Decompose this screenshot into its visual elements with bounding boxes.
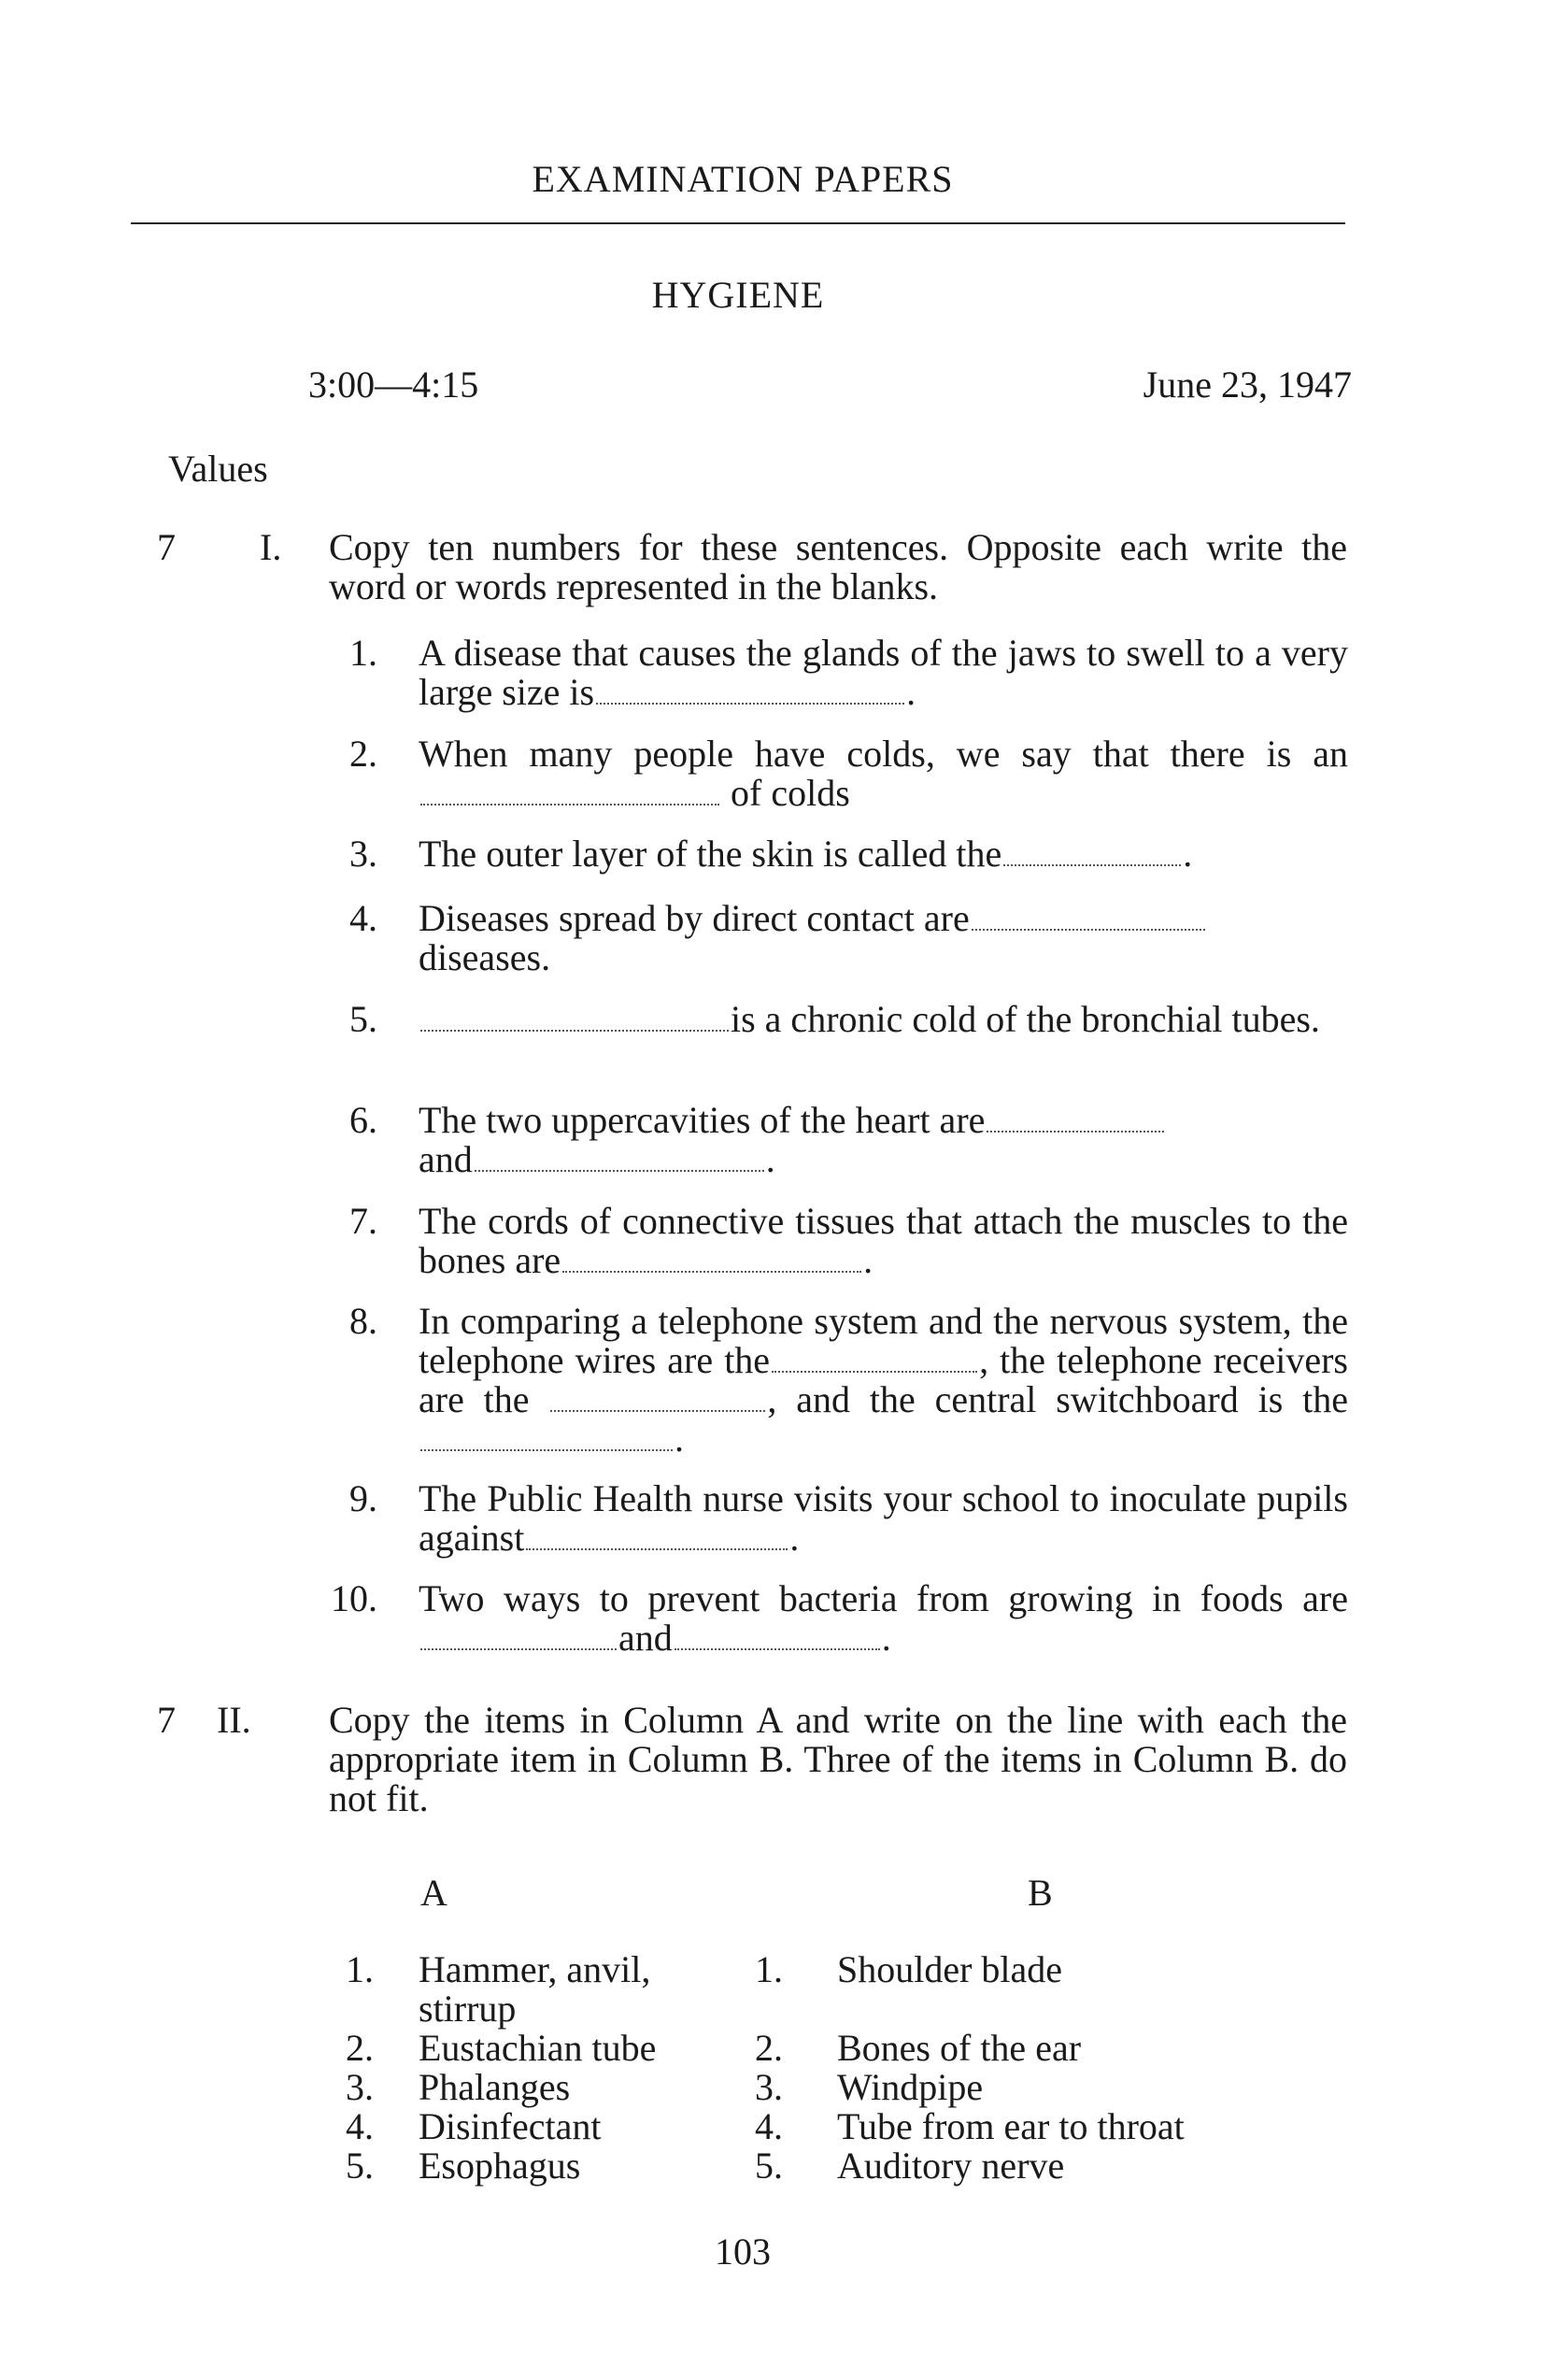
column-a-number: 4. <box>346 2105 374 2147</box>
column-b-number: 1. <box>755 1948 783 1990</box>
question-number: 4. <box>349 897 377 939</box>
column-b-number: 5. <box>755 2145 783 2187</box>
part1-instruction: Copy ten numbers for these sentences. Opposite each write the word or words represented in the blanks. <box>329 526 1347 607</box>
question-number: 10. <box>331 1577 377 1619</box>
question-text: Diseases spread by direct contact are diseases. <box>419 899 1348 977</box>
column-a-item: Esophagus <box>419 2145 581 2187</box>
question-number: 7. <box>349 1200 377 1242</box>
part1-value: 7 <box>157 526 176 568</box>
exam-subject: HYGIENE <box>651 274 825 316</box>
page-number: 103 <box>715 2230 771 2273</box>
column-b-item: Tube from ear to throat <box>837 2105 1185 2147</box>
column-a-number: 5. <box>346 2145 374 2187</box>
part1-roman: I. <box>260 526 282 568</box>
question-text: When many people have colds, we say that there is an of colds <box>419 733 1348 814</box>
column-a-item: Phalanges <box>419 2066 571 2108</box>
exam-date: June 23, 1947 <box>1143 363 1352 406</box>
question-text: The outer layer of the skin is called the . <box>419 833 1193 875</box>
values-label: Values <box>168 448 268 490</box>
running-title: EXAMINATION PAPERS <box>532 158 954 200</box>
header-rule <box>131 222 1345 224</box>
exam-time: 3:00—4:15 <box>308 363 479 406</box>
column-a-header: A <box>420 1872 447 1914</box>
question-number: 9. <box>349 1477 377 1519</box>
column-a-item: Hammer, anvil, stirrup <box>419 1948 651 2030</box>
column-b-number: 2. <box>755 2027 783 2069</box>
column-a-number: 1. <box>346 1948 374 1990</box>
question-number: 8. <box>349 1300 377 1342</box>
question-number: 1. <box>349 632 377 674</box>
column-a-item: Disinfectant <box>419 2105 602 2147</box>
column-b-item: Bones of the ear <box>837 2027 1082 2069</box>
question-text: The Public Health nurse visits your school to inoculate pupils against . <box>419 1477 1348 1559</box>
column-b-number: 3. <box>755 2066 783 2108</box>
column-b-item: Shoulder blade <box>837 1948 1063 1990</box>
column-b-number: 4. <box>755 2105 783 2147</box>
question-text: The cords of connective tissues that attach the muscles to the bones are . <box>419 1200 1348 1281</box>
question-text: A disease that causes the glands of the jaws to swell to a very large size is . <box>419 632 1348 713</box>
column-a-number: 3. <box>346 2066 374 2108</box>
column-a-item: Eustachian tube <box>419 2027 657 2069</box>
question-text: Two ways to prevent bacteria from growing in foods areand . <box>419 1577 1348 1659</box>
question-number: 2. <box>349 733 377 775</box>
question-text: The two uppercavities of the heart are and . <box>419 1101 1348 1179</box>
question-text: is a chronic cold of the bronchial tubes. <box>419 1000 1348 1039</box>
column-b-item: Windpipe <box>837 2066 984 2108</box>
part2-instruction: Copy the items in Column A and write on the line with each the appropriate item in Column B. Three of the items in Column B. do not fit. <box>329 1699 1347 1819</box>
column-a-number: 2. <box>346 2027 374 2069</box>
question-number: 6. <box>349 1099 377 1141</box>
question-number: 5. <box>349 998 377 1040</box>
part2-value: 7 <box>157 1699 176 1741</box>
question-number: 3. <box>349 833 377 875</box>
part2-roman: II. <box>217 1699 251 1741</box>
column-b-header: B <box>1028 1872 1053 1914</box>
column-b-item: Auditory nerve <box>837 2145 1065 2187</box>
question-text: In comparing a telephone system and the nervous system, the telephone wires are the , the telephone receivers are the , and the central switchboard is the. <box>419 1300 1348 1460</box>
